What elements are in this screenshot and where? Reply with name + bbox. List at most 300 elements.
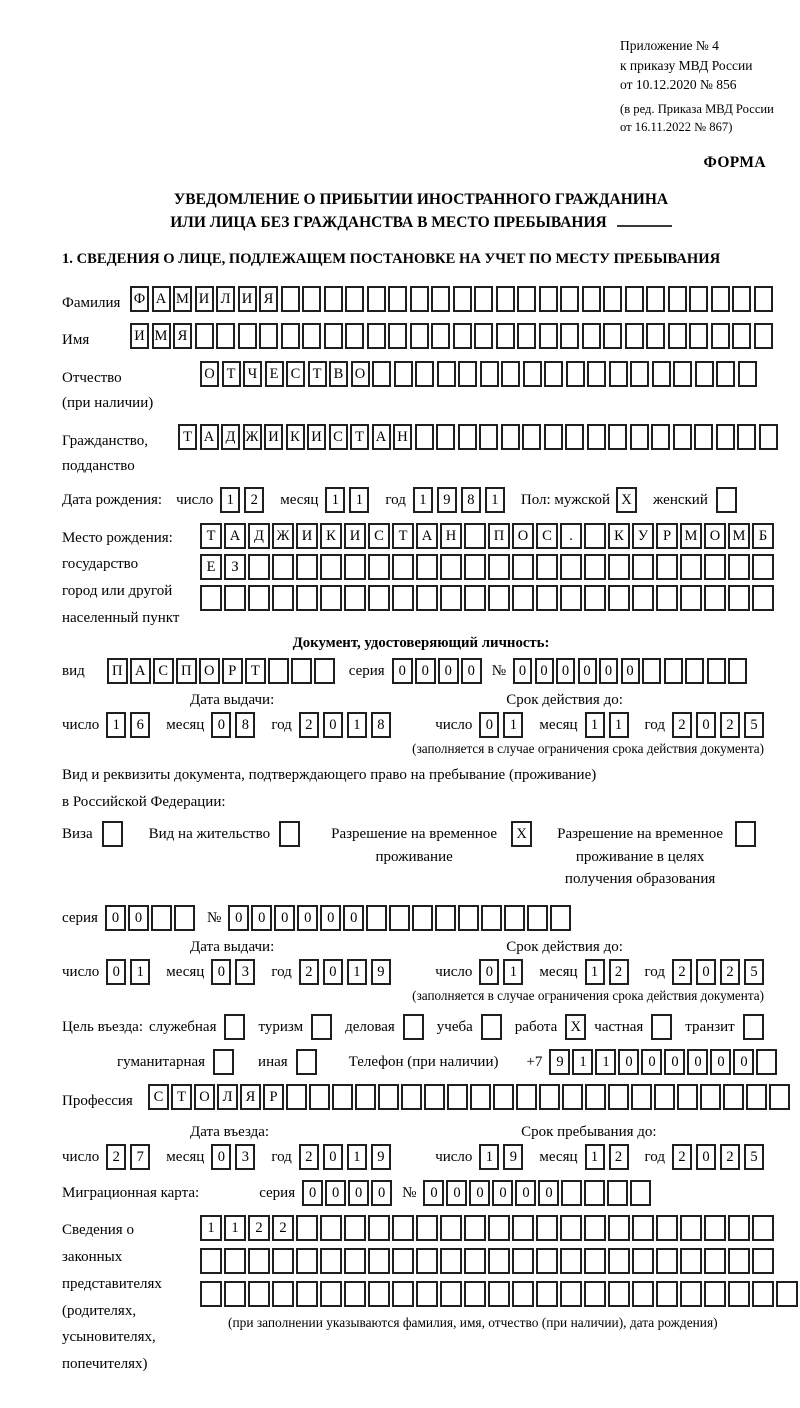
char-box[interactable]: 2 (299, 1144, 319, 1170)
char-box[interactable] (416, 554, 438, 580)
char-box[interactable] (668, 286, 687, 312)
representatives-row1[interactable] (200, 1215, 800, 1241)
char-box[interactable]: А (152, 286, 171, 312)
char-box[interactable]: Р (263, 1084, 284, 1110)
char-box[interactable] (680, 585, 702, 611)
char-box[interactable]: Т (392, 523, 414, 549)
char-box[interactable] (728, 554, 750, 580)
char-box[interactable]: 0 (415, 658, 436, 684)
char-box[interactable]: Ф (130, 286, 149, 312)
char-box[interactable] (560, 323, 579, 349)
char-box[interactable] (680, 1281, 702, 1307)
char-box[interactable] (368, 1248, 390, 1274)
char-box[interactable]: А (200, 424, 219, 450)
char-box[interactable] (392, 1248, 414, 1274)
char-box[interactable]: 0 (297, 905, 318, 931)
char-box[interactable]: 1 (347, 1144, 367, 1170)
char-box[interactable] (368, 554, 390, 580)
char-box[interactable] (704, 1248, 726, 1274)
stay-month-boxes[interactable] (585, 1144, 633, 1170)
char-box[interactable] (320, 554, 342, 580)
char-box[interactable]: 7 (130, 1144, 150, 1170)
char-box[interactable] (544, 361, 563, 387)
char-box[interactable]: Н (393, 424, 412, 450)
doc-seriya-boxes[interactable] (392, 658, 484, 684)
char-box[interactable] (416, 1281, 438, 1307)
char-box[interactable] (630, 361, 649, 387)
char-box[interactable] (752, 554, 774, 580)
char-box[interactable]: 0 (696, 959, 716, 985)
char-box[interactable] (752, 1248, 774, 1274)
char-box[interactable]: С (368, 523, 390, 549)
char-box[interactable] (345, 286, 364, 312)
char-box[interactable] (431, 323, 450, 349)
char-box[interactable]: 0 (535, 658, 554, 684)
char-box[interactable] (320, 1248, 342, 1274)
char-box[interactable]: О (704, 523, 726, 549)
char-box[interactable]: 8 (461, 487, 481, 513)
char-box[interactable] (646, 286, 665, 312)
char-box[interactable] (561, 1180, 582, 1206)
char-box[interactable] (464, 554, 486, 580)
char-box[interactable]: 1 (485, 487, 505, 513)
rvp-seriya-boxes[interactable] (105, 905, 197, 931)
female-checkbox[interactable] (716, 487, 737, 513)
char-box[interactable] (584, 1180, 605, 1206)
char-box[interactable] (680, 1248, 702, 1274)
char-box[interactable] (296, 585, 318, 611)
char-box[interactable] (480, 361, 499, 387)
char-box[interactable]: Д (221, 424, 240, 450)
char-box[interactable]: 0 (492, 1180, 513, 1206)
char-box[interactable] (332, 1084, 353, 1110)
char-box[interactable]: Ж (243, 424, 262, 450)
char-box[interactable] (410, 286, 429, 312)
char-box[interactable] (367, 286, 386, 312)
char-box[interactable] (488, 1281, 510, 1307)
char-box[interactable] (582, 323, 601, 349)
char-box[interactable]: О (512, 523, 534, 549)
char-box[interactable] (536, 585, 558, 611)
stay-day-boxes[interactable] (479, 1144, 527, 1170)
char-box[interactable] (464, 1248, 486, 1274)
char-box[interactable]: Л (216, 286, 235, 312)
char-box[interactable]: . (560, 523, 582, 549)
char-box[interactable] (248, 1248, 270, 1274)
doc-issue-day-boxes[interactable] (106, 712, 154, 738)
char-box[interactable] (488, 585, 510, 611)
char-box[interactable] (630, 1180, 651, 1206)
char-box[interactable] (309, 1084, 330, 1110)
char-box[interactable] (344, 1215, 366, 1241)
char-box[interactable] (539, 1084, 560, 1110)
char-box[interactable]: С (329, 424, 348, 450)
char-box[interactable] (388, 286, 407, 312)
char-box[interactable] (754, 286, 773, 312)
char-box[interactable] (695, 361, 714, 387)
char-box[interactable] (296, 1248, 318, 1274)
representatives-row3[interactable] (200, 1281, 800, 1307)
purpose-work-checkbox[interactable]: X (565, 1014, 586, 1040)
char-box[interactable]: 1 (325, 487, 345, 513)
char-box[interactable]: 1 (130, 959, 150, 985)
char-box[interactable] (631, 1084, 652, 1110)
char-box[interactable]: 2 (272, 1215, 294, 1241)
char-box[interactable]: 2 (299, 959, 319, 985)
char-box[interactable] (344, 585, 366, 611)
char-box[interactable] (609, 361, 628, 387)
char-box[interactable] (716, 361, 735, 387)
rvp-number-boxes[interactable] (228, 905, 573, 931)
char-box[interactable]: М (152, 323, 171, 349)
char-box[interactable] (689, 286, 708, 312)
purpose-humanitarian-checkbox[interactable] (213, 1049, 234, 1075)
char-box[interactable]: 1 (347, 959, 367, 985)
char-box[interactable] (410, 323, 429, 349)
char-box[interactable] (632, 585, 654, 611)
char-box[interactable] (656, 1215, 678, 1241)
char-box[interactable] (366, 905, 387, 931)
char-box[interactable]: И (238, 286, 257, 312)
char-box[interactable]: У (632, 523, 654, 549)
char-box[interactable]: Т (171, 1084, 192, 1110)
char-box[interactable] (394, 361, 413, 387)
char-box[interactable] (608, 1215, 630, 1241)
char-box[interactable]: 0 (461, 658, 482, 684)
char-box[interactable] (320, 585, 342, 611)
char-box[interactable]: 9 (549, 1049, 570, 1075)
char-box[interactable] (632, 1215, 654, 1241)
male-checkbox[interactable]: X (616, 487, 637, 513)
char-box[interactable] (527, 905, 548, 931)
entry-month-boxes[interactable] (211, 1144, 259, 1170)
char-box[interactable]: И (130, 323, 149, 349)
char-box[interactable] (716, 424, 735, 450)
char-box[interactable] (608, 1084, 629, 1110)
char-box[interactable]: 0 (228, 905, 249, 931)
char-box[interactable]: 2 (248, 1215, 270, 1241)
char-box[interactable] (464, 1215, 486, 1241)
char-box[interactable] (392, 554, 414, 580)
char-box[interactable] (355, 1084, 376, 1110)
char-box[interactable]: 1 (347, 712, 367, 738)
char-box[interactable]: И (307, 424, 326, 450)
char-box[interactable]: 2 (106, 1144, 126, 1170)
purpose-business-checkbox[interactable] (403, 1014, 424, 1040)
char-box[interactable]: 1 (413, 487, 433, 513)
char-box[interactable] (344, 554, 366, 580)
char-box[interactable]: 0 (696, 712, 716, 738)
purpose-study-checkbox[interactable] (481, 1014, 502, 1040)
char-box[interactable] (464, 1281, 486, 1307)
char-box[interactable] (281, 323, 300, 349)
char-box[interactable]: И (344, 523, 366, 549)
rvp-valid-day-boxes[interactable] (479, 959, 527, 985)
char-box[interactable] (415, 361, 434, 387)
char-box[interactable] (481, 905, 502, 931)
char-box[interactable]: 0 (392, 658, 413, 684)
char-box[interactable] (470, 1084, 491, 1110)
char-box[interactable]: 1 (609, 712, 629, 738)
char-box[interactable] (539, 323, 558, 349)
char-box[interactable] (248, 1281, 270, 1307)
char-box[interactable] (368, 585, 390, 611)
char-box[interactable]: 2 (720, 959, 740, 985)
char-box[interactable]: Т (178, 424, 197, 450)
char-box[interactable]: А (372, 424, 391, 450)
purpose-tourism-checkbox[interactable] (311, 1014, 332, 1040)
char-box[interactable]: Е (265, 361, 284, 387)
char-box[interactable]: О (199, 658, 220, 684)
char-box[interactable] (464, 523, 486, 549)
char-box[interactable] (584, 1281, 606, 1307)
char-box[interactable]: 1 (224, 1215, 246, 1241)
mc-number-boxes[interactable] (423, 1180, 653, 1206)
doc-number-boxes[interactable] (513, 658, 750, 684)
rvp-issue-month-boxes[interactable] (211, 959, 259, 985)
char-box[interactable]: 2 (244, 487, 264, 513)
char-box[interactable] (493, 1084, 514, 1110)
char-box[interactable] (700, 1084, 721, 1110)
char-box[interactable] (728, 1215, 750, 1241)
doc-valid-day-boxes[interactable] (479, 712, 527, 738)
char-box[interactable]: 0 (687, 1049, 708, 1075)
char-box[interactable]: 8 (371, 712, 391, 738)
char-box[interactable] (200, 1248, 222, 1274)
char-box[interactable] (656, 1281, 678, 1307)
char-box[interactable] (488, 1248, 510, 1274)
char-box[interactable] (522, 424, 541, 450)
char-box[interactable]: 0 (325, 1180, 346, 1206)
char-box[interactable] (440, 1248, 462, 1274)
char-box[interactable] (584, 523, 606, 549)
char-box[interactable] (656, 1248, 678, 1274)
char-box[interactable] (488, 554, 510, 580)
char-box[interactable]: 0 (446, 1180, 467, 1206)
char-box[interactable]: А (416, 523, 438, 549)
char-box[interactable] (673, 424, 692, 450)
char-box[interactable]: Л (217, 1084, 238, 1110)
char-box[interactable] (389, 905, 410, 931)
char-box[interactable]: 0 (599, 658, 618, 684)
char-box[interactable] (200, 585, 222, 611)
char-box[interactable] (512, 585, 534, 611)
char-box[interactable] (560, 1215, 582, 1241)
char-box[interactable] (512, 1281, 534, 1307)
char-box[interactable]: Е (200, 554, 222, 580)
char-box[interactable] (424, 1084, 445, 1110)
char-box[interactable] (680, 1215, 702, 1241)
char-box[interactable]: 0 (578, 658, 597, 684)
char-box[interactable]: 0 (664, 1049, 685, 1075)
char-box[interactable] (272, 554, 294, 580)
char-box[interactable] (268, 658, 289, 684)
char-box[interactable] (608, 1281, 630, 1307)
char-box[interactable] (248, 585, 270, 611)
char-box[interactable] (281, 286, 300, 312)
char-box[interactable] (496, 286, 515, 312)
char-box[interactable]: 0 (302, 1180, 323, 1206)
char-box[interactable] (437, 361, 456, 387)
char-box[interactable] (512, 554, 534, 580)
char-box[interactable]: 0 (733, 1049, 754, 1075)
char-box[interactable]: 2 (672, 1144, 692, 1170)
char-box[interactable]: О (194, 1084, 215, 1110)
char-box[interactable] (723, 1084, 744, 1110)
char-box[interactable] (296, 1215, 318, 1241)
doc-issue-year-boxes[interactable] (299, 712, 395, 738)
char-box[interactable]: 2 (672, 959, 692, 985)
char-box[interactable]: 0 (105, 905, 126, 931)
char-box[interactable]: 6 (130, 712, 150, 738)
purpose-other-checkbox[interactable] (296, 1049, 317, 1075)
char-box[interactable] (630, 424, 649, 450)
char-box[interactable] (759, 424, 778, 450)
char-box[interactable] (320, 1215, 342, 1241)
stay-year-boxes[interactable] (672, 1144, 768, 1170)
char-box[interactable]: М (728, 523, 750, 549)
char-box[interactable] (195, 323, 214, 349)
char-box[interactable] (584, 554, 606, 580)
char-box[interactable] (458, 424, 477, 450)
char-box[interactable]: 0 (251, 905, 272, 931)
char-box[interactable]: 0 (211, 1144, 231, 1170)
char-box[interactable] (632, 1281, 654, 1307)
char-box[interactable]: 0 (696, 1144, 716, 1170)
char-box[interactable] (654, 1084, 675, 1110)
char-box[interactable] (372, 361, 391, 387)
char-box[interactable]: О (351, 361, 370, 387)
char-box[interactable] (560, 1248, 582, 1274)
char-box[interactable]: 0 (106, 959, 126, 985)
char-box[interactable]: 0 (469, 1180, 490, 1206)
char-box[interactable] (504, 905, 525, 931)
rvp-issue-year-boxes[interactable] (299, 959, 395, 985)
char-box[interactable] (496, 323, 515, 349)
char-box[interactable] (550, 905, 571, 931)
char-box[interactable] (296, 1281, 318, 1307)
char-box[interactable] (344, 1248, 366, 1274)
char-box[interactable] (603, 286, 622, 312)
char-box[interactable]: 1 (503, 959, 523, 985)
residence-permit-checkbox[interactable] (279, 821, 300, 847)
char-box[interactable]: 5 (744, 712, 764, 738)
char-box[interactable] (453, 323, 472, 349)
char-box[interactable] (560, 585, 582, 611)
char-box[interactable]: 2 (609, 1144, 629, 1170)
temp-residence-edu-checkbox[interactable] (735, 821, 756, 847)
purpose-transit-checkbox[interactable] (743, 1014, 764, 1040)
char-box[interactable] (272, 585, 294, 611)
char-box[interactable]: Д (248, 523, 270, 549)
representatives-row2[interactable] (200, 1248, 800, 1274)
char-box[interactable] (416, 1215, 438, 1241)
char-box[interactable] (584, 1215, 606, 1241)
char-box[interactable] (728, 658, 747, 684)
char-box[interactable] (272, 1281, 294, 1307)
char-box[interactable] (608, 554, 630, 580)
char-box[interactable] (728, 585, 750, 611)
char-box[interactable]: 1 (503, 712, 523, 738)
mc-seriya-boxes[interactable] (302, 1180, 394, 1206)
char-box[interactable] (746, 1084, 767, 1110)
char-box[interactable]: 0 (423, 1180, 444, 1206)
char-box[interactable] (296, 554, 318, 580)
char-box[interactable] (704, 585, 726, 611)
char-box[interactable] (711, 323, 730, 349)
visa-checkbox[interactable] (102, 821, 123, 847)
char-box[interactable] (656, 554, 678, 580)
char-box[interactable] (151, 905, 172, 931)
purpose-official-checkbox[interactable] (224, 1014, 245, 1040)
char-box[interactable]: Я (240, 1084, 261, 1110)
char-box[interactable] (291, 658, 312, 684)
char-box[interactable]: 1 (585, 959, 605, 985)
char-box[interactable]: С (536, 523, 558, 549)
char-box[interactable]: С (148, 1084, 169, 1110)
doc-issue-month-boxes[interactable] (211, 712, 259, 738)
char-box[interactable] (512, 1215, 534, 1241)
char-box[interactable] (344, 1281, 366, 1307)
char-box[interactable] (517, 286, 536, 312)
char-box[interactable] (603, 323, 622, 349)
birthplace-row2[interactable] (200, 554, 776, 580)
char-box[interactable] (302, 286, 321, 312)
char-box[interactable] (689, 323, 708, 349)
temp-residence-checkbox[interactable]: X (511, 821, 532, 847)
char-box[interactable] (416, 1248, 438, 1274)
char-box[interactable] (286, 1084, 307, 1110)
char-box[interactable]: 3 (235, 1144, 255, 1170)
char-box[interactable] (752, 1215, 774, 1241)
char-box[interactable]: С (286, 361, 305, 387)
char-box[interactable] (711, 286, 730, 312)
char-box[interactable] (738, 361, 757, 387)
char-box[interactable]: Б (752, 523, 774, 549)
char-box[interactable]: 2 (720, 712, 740, 738)
char-box[interactable]: 0 (710, 1049, 731, 1075)
char-box[interactable]: 0 (128, 905, 149, 931)
citizenship-boxes[interactable] (178, 424, 780, 450)
char-box[interactable]: 0 (211, 959, 231, 985)
char-box[interactable] (516, 1084, 537, 1110)
phone-boxes[interactable] (549, 1049, 779, 1075)
char-box[interactable] (651, 424, 670, 450)
char-box[interactable] (474, 286, 493, 312)
patronymic-boxes[interactable] (200, 361, 759, 387)
birthplace-row1[interactable] (200, 523, 776, 549)
char-box[interactable]: О (200, 361, 219, 387)
char-box[interactable] (447, 1084, 468, 1110)
char-box[interactable] (677, 1084, 698, 1110)
char-box[interactable] (523, 361, 542, 387)
char-box[interactable] (488, 1215, 510, 1241)
char-box[interactable]: 0 (323, 712, 343, 738)
char-box[interactable]: А (224, 523, 246, 549)
char-box[interactable]: 0 (556, 658, 575, 684)
char-box[interactable] (458, 905, 479, 931)
char-box[interactable]: 0 (513, 658, 532, 684)
char-box[interactable] (216, 323, 235, 349)
char-box[interactable] (646, 323, 665, 349)
char-box[interactable]: 9 (371, 959, 391, 985)
char-box[interactable]: Р (222, 658, 243, 684)
birthplace-row3[interactable] (200, 585, 776, 611)
char-box[interactable]: Т (222, 361, 241, 387)
char-box[interactable] (608, 1248, 630, 1274)
char-box[interactable] (324, 286, 343, 312)
rvp-valid-month-boxes[interactable] (585, 959, 633, 985)
